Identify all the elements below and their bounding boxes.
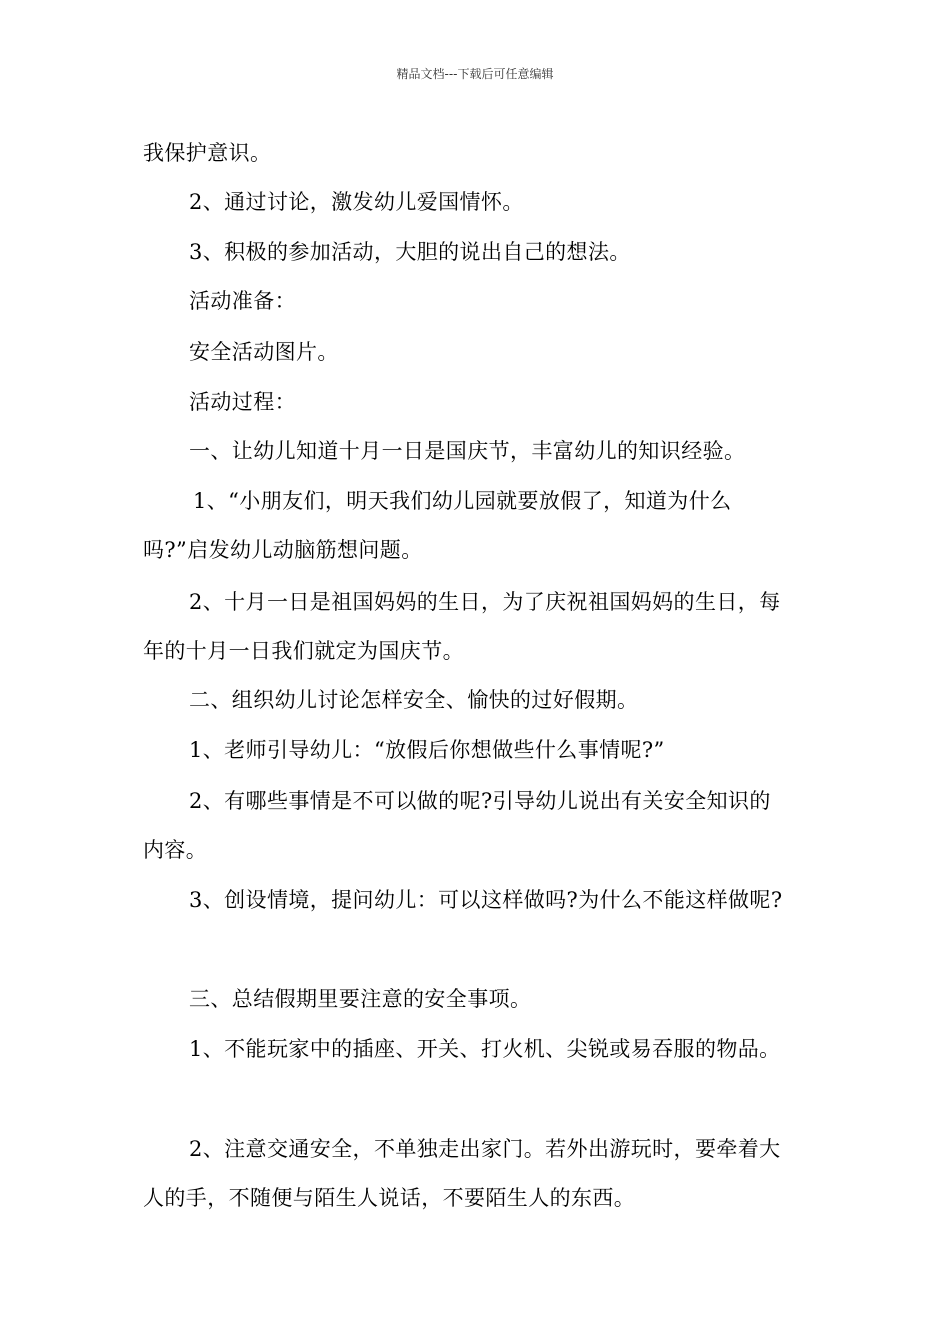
text-line: 活动过程： — [189, 390, 296, 414]
text-line: 一、让幼儿知道十月一日是国庆节，丰富幼儿的知识经验。 — [189, 439, 746, 463]
text-line: 内容。 — [143, 838, 208, 862]
text-line: 安全活动图片。 — [189, 340, 339, 364]
text-line: 我保护意识。 — [143, 141, 272, 165]
text-line: 3、创设情境，提问幼儿：可以这样做吗?为什么不能这样做呢? — [189, 888, 783, 912]
text-line: 2、通过讨论，激发幼儿爱国情怀。 — [189, 190, 524, 214]
text-line: 1、不能玩家中的插座、开关、打火机、尖锐或易吞服的物品。 — [189, 1037, 781, 1061]
text-line: 1、老师引导幼儿：“放假后你想做些什么事情呢?” — [189, 738, 665, 762]
text-line: 2、十月一日是祖国妈妈的生日，为了庆祝祖国妈妈的生日，每 — [189, 590, 781, 614]
text-line: 年的十月一日我们就定为国庆节。 — [143, 639, 464, 663]
text-line: 3、积极的参加活动，大胆的说出自己的想法。 — [189, 240, 631, 264]
text-line: 1、“小朋友们，明天我们幼儿园就要放假了，知道为什么 — [193, 489, 732, 513]
page-header: 精品文档---下载后可任意编辑 — [396, 67, 554, 81]
text-line: 2、有哪些事情是不可以做的呢?引导幼儿说出有关安全知识的 — [189, 789, 771, 813]
text-line: 二、组织幼儿讨论怎样安全、愉快的过好假期。 — [189, 688, 639, 712]
text-line: 三、总结假期里要注意的安全事项。 — [189, 987, 532, 1011]
text-line: 人的手，不随便与陌生人说话，不要陌生人的东西。 — [143, 1186, 636, 1210]
text-line: 活动准备： — [189, 289, 296, 313]
text-line: 吗?”启发幼儿动脑筋想问题。 — [143, 538, 423, 562]
text-line: 2、注意交通安全，不单独走出家门。若外出游玩时，要牵着大 — [189, 1137, 781, 1161]
